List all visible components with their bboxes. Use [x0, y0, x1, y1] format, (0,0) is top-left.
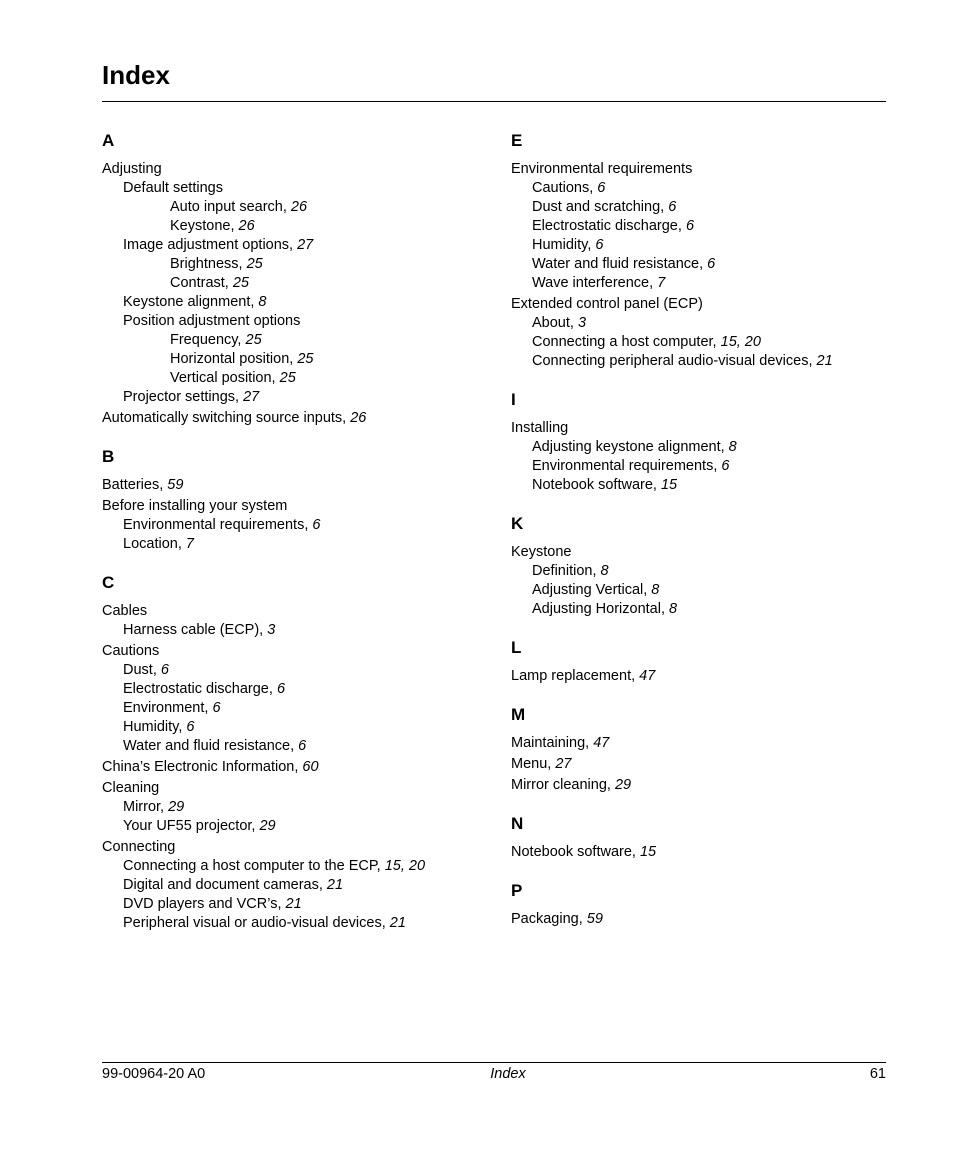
index-section-l — [511, 635, 886, 686]
index-entry-page-ref[interactable]: 6 — [685, 218, 695, 234]
index-entry — [511, 179, 886, 198]
index-entry-term: Batteries, — [102, 477, 168, 493]
index-entry — [102, 798, 502, 817]
index-entry-term: Brightness, — [170, 256, 247, 272]
index-entry — [511, 352, 886, 371]
index-entry — [102, 895, 502, 914]
index-entry-page-ref[interactable]: 21 — [389, 915, 406, 931]
index-entry-page-ref[interactable]: 15 — [639, 844, 657, 860]
index-entry — [102, 602, 502, 621]
index-entry — [511, 667, 886, 686]
index-entry — [511, 734, 886, 753]
index-entry — [102, 779, 502, 798]
index-entry-term: Extended control panel (ECP) — [511, 296, 703, 312]
index-entry-term: Before installing your system — [102, 498, 288, 514]
footer-page-number: 61 — [869, 1066, 886, 1082]
index-section-c — [102, 570, 502, 933]
index-entry-page-ref[interactable]: 7 — [657, 275, 666, 291]
index-entry-term: Default settings — [123, 180, 223, 196]
index-entry — [102, 497, 502, 516]
index-entry-term: Harness cable (ECP), — [123, 622, 268, 638]
index-entry — [102, 388, 502, 407]
index-entry-page-ref[interactable]: 8 — [600, 563, 609, 579]
index-column-left — [102, 128, 502, 949]
index-entry-term: Frequency, — [170, 332, 246, 348]
index-entry — [511, 476, 886, 495]
index-entry-page-ref[interactable]: 8 — [669, 601, 678, 617]
index-entry-page-ref[interactable]: 29 — [168, 799, 185, 815]
index-entry-term: Cables — [102, 603, 148, 619]
index-entry-page-ref[interactable]: 6 — [597, 180, 606, 196]
index-entry-term: Adjusting — [102, 161, 162, 177]
index-entry-term: Connecting — [102, 839, 176, 855]
index-entry-page-ref[interactable]: 27 — [297, 237, 314, 253]
index-entry-term: Wave interference, — [532, 275, 658, 291]
index-entry-term: Environment, — [123, 700, 213, 716]
index-entry-page-ref[interactable]: 6 — [276, 681, 286, 697]
index-entry — [102, 661, 502, 680]
index-entry — [511, 581, 886, 600]
index-entry-term: Connecting peripheral audio-visual devices, — [532, 353, 817, 369]
index-entry-term: Adjusting Vertical, — [532, 582, 652, 598]
index-entry-page-ref[interactable]: 26 — [238, 218, 255, 234]
index-entry-term: Humidity, — [123, 719, 187, 735]
index-entry — [102, 737, 502, 756]
index-entry-page-ref[interactable]: 8 — [651, 582, 660, 598]
index-section-b — [102, 444, 502, 554]
index-entry-term: Location, — [123, 536, 186, 552]
index-entry — [511, 600, 886, 619]
index-entry — [102, 535, 502, 554]
index-section-k — [511, 511, 886, 619]
index-entry-term: Position adjustment options — [123, 313, 301, 329]
index-entry — [102, 293, 502, 312]
index-entry — [102, 350, 502, 369]
index-entry — [102, 718, 502, 737]
index-entry-term: Your UF55 projector, — [123, 818, 260, 834]
index-entry-page-ref[interactable]: 29 — [614, 777, 632, 793]
index-entry-term: Environmental requirements, — [123, 517, 313, 533]
index-entry-term: Definition, — [532, 563, 601, 579]
section-letter: A — [102, 131, 115, 150]
index-entry — [511, 562, 886, 581]
index-entry-page-ref[interactable]: 6 — [707, 256, 716, 272]
index-entry-term: Cleaning — [102, 780, 160, 796]
index-entry-page-ref[interactable]: 25 — [232, 275, 249, 291]
index-entry-page-ref[interactable]: 21 — [816, 353, 833, 369]
index-entry-term: Auto input search, — [170, 199, 291, 215]
index-entry-page-ref[interactable]: 21 — [285, 896, 302, 912]
footer-section-name: Index — [490, 1066, 526, 1082]
index-entry-page-ref[interactable]: 47 — [593, 735, 610, 751]
index-entry-page-ref[interactable]: 6 — [298, 738, 307, 754]
index-entry-term: Water and fluid resistance, — [532, 256, 708, 272]
index-entry-term: Humidity, — [532, 237, 596, 253]
index-entry-page-ref[interactable]: 7 — [185, 536, 194, 552]
index-entry-term: Lamp replacement, — [511, 668, 640, 684]
index-entry-page-ref[interactable]: 15, 20 — [384, 858, 426, 874]
index-entry-term: Connecting a host computer, — [532, 334, 721, 350]
section-letter: N — [511, 814, 524, 833]
index-entry — [102, 331, 502, 350]
index-entry-page-ref[interactable]: 47 — [639, 668, 656, 684]
index-entry-term: Contrast, — [170, 275, 233, 291]
index-entry-term: Adjusting keystone alignment, — [532, 439, 729, 455]
index-entry-term: Installing — [511, 420, 569, 436]
index-entry-term: Maintaining, — [511, 735, 594, 751]
index-entry-term: Environmental requirements, — [532, 458, 722, 474]
index-entry-term: Horizontal position, — [170, 351, 298, 367]
index-entry-page-ref[interactable]: 26 — [350, 410, 367, 426]
index-entry-page-ref[interactable]: 26 — [290, 199, 308, 215]
index-entry-term: Vertical position, — [170, 370, 280, 386]
index-entry-page-ref[interactable]: 60 — [302, 759, 319, 775]
index-entry-page-ref[interactable]: 27 — [243, 389, 260, 405]
index-entry-page-ref[interactable]: 59 — [586, 911, 603, 927]
index-entry-term: Digital and document cameras, — [123, 877, 327, 893]
index-entry-page-ref[interactable]: 59 — [167, 477, 184, 493]
index-entry — [511, 274, 886, 293]
index-entry — [511, 236, 886, 255]
index-entry-term: Dust, — [123, 662, 161, 678]
index-entry-term: Keystone — [511, 544, 572, 560]
index-entry — [511, 217, 886, 236]
index-entry — [102, 516, 502, 535]
index-entry — [102, 817, 502, 836]
index-entry — [102, 621, 502, 640]
page-title: Index — [102, 60, 170, 90]
index-section-p — [511, 878, 886, 929]
index-entry-page-ref[interactable]: 6 — [212, 700, 221, 716]
index-entry-page-ref[interactable]: 25 — [245, 332, 262, 348]
index-section-m — [511, 702, 886, 795]
index-entry-term: Automatically switching source inputs, — [102, 410, 351, 426]
index-entry-page-ref[interactable]: 6 — [186, 719, 195, 735]
index-entry-term: Projector settings, — [123, 389, 244, 405]
section-letter: P — [511, 881, 523, 900]
section-letter: B — [102, 447, 115, 466]
index-entry — [511, 333, 886, 352]
index-entry — [102, 758, 502, 777]
index-entry — [102, 409, 502, 428]
index-entry-term: Adjusting Horizontal, — [532, 601, 670, 617]
index-entry — [102, 198, 502, 217]
index-entry — [102, 369, 502, 388]
index-entry-page-ref[interactable]: 3 — [267, 622, 276, 638]
index-entry-page-ref[interactable]: 21 — [326, 877, 344, 893]
index-entry — [511, 160, 886, 179]
index-entry — [102, 160, 502, 179]
index-entry-page-ref[interactable]: 25 — [279, 370, 296, 386]
index-entry — [511, 776, 886, 795]
index-entry — [102, 838, 502, 857]
index-entry-page-ref[interactable]: 8 — [258, 294, 267, 310]
index-entry-term: Keystone alignment, — [123, 294, 259, 310]
index-entry — [511, 295, 886, 314]
index-entry — [511, 755, 886, 774]
index-entry — [102, 312, 502, 331]
index-entry-page-ref[interactable]: 3 — [577, 315, 587, 331]
index-entry — [102, 217, 502, 236]
index-entry — [511, 457, 886, 476]
index-entry — [102, 255, 502, 274]
index-entry — [511, 419, 886, 438]
index-entry — [511, 543, 886, 562]
index-entry-term: Keystone, — [170, 218, 239, 234]
index-section-e — [511, 128, 886, 371]
index-entry-page-ref[interactable]: 25 — [246, 256, 263, 272]
index-entry-page-ref[interactable]: 6 — [312, 517, 321, 533]
index-entry — [102, 274, 502, 293]
index-entry-term: China’s Electronic Information, — [102, 759, 303, 775]
index-entry — [511, 438, 886, 457]
index-entry-term: Packaging, — [511, 911, 587, 927]
index-entry — [511, 255, 886, 274]
index-entry-term: Cautions — [102, 643, 160, 659]
index-entry-page-ref[interactable]: 6 — [160, 662, 169, 678]
index-entry-term: Cautions, — [532, 180, 598, 196]
index-entry-term: Menu, — [511, 756, 556, 772]
index-section-a — [102, 128, 502, 428]
index-entry — [511, 843, 886, 862]
index-entry-term: Environmental requirements — [511, 161, 693, 177]
index-entry-page-ref[interactable]: 27 — [555, 756, 572, 772]
index-entry — [511, 314, 886, 333]
section-letter: K — [511, 514, 524, 533]
section-letter: M — [511, 705, 526, 724]
index-entry — [102, 699, 502, 718]
index-entry-page-ref[interactable]: 6 — [721, 458, 730, 474]
index-entry-term: Electrostatic discharge, — [532, 218, 686, 234]
index-entry-term: Peripheral visual or audio-visual devices, — [123, 915, 390, 931]
index-entry — [102, 642, 502, 661]
index-entry-term: Mirror cleaning, — [511, 777, 615, 793]
title-divider — [102, 101, 886, 102]
footer-divider — [102, 1062, 886, 1063]
index-entry — [102, 236, 502, 255]
section-letter: E — [511, 131, 523, 150]
index-entry-term: Image adjustment options, — [123, 237, 298, 253]
section-letter: C — [102, 573, 115, 592]
index-entry-page-ref[interactable]: 15 — [660, 477, 678, 493]
index-entry-term: Connecting a host computer to the ECP, — [123, 858, 385, 874]
index-entry-page-ref[interactable]: 6 — [668, 199, 677, 215]
index-entry-term: Dust and scratching, — [532, 199, 669, 215]
index-entry-term: Notebook software, — [511, 844, 640, 860]
index-entry-page-ref[interactable]: 15, 20 — [720, 334, 761, 350]
index-entry-page-ref[interactable]: 8 — [728, 439, 737, 455]
index-section-i — [511, 387, 886, 495]
index-entry-term: DVD players and VCR’s, — [123, 896, 286, 912]
index-entry — [102, 857, 502, 876]
index-entry — [102, 680, 502, 699]
section-letter: I — [511, 390, 516, 409]
index-entry — [511, 198, 886, 217]
index-entry — [102, 179, 502, 198]
index-entry — [511, 910, 886, 929]
index-column-right — [511, 128, 886, 945]
index-entry-page-ref[interactable]: 25 — [297, 351, 314, 367]
index-entry-term: Mirror, — [123, 799, 169, 815]
index-entry — [102, 914, 502, 933]
index-entry — [102, 476, 502, 495]
section-letter: L — [511, 638, 522, 657]
footer-document-number: 99-00964-20 A0 — [102, 1066, 206, 1082]
index-entry-term: Notebook software, — [532, 477, 661, 493]
index-entry — [102, 876, 502, 895]
index-entry-page-ref[interactable]: 6 — [595, 237, 604, 253]
index-section-n — [511, 811, 886, 862]
index-entry-term: Water and fluid resistance, — [123, 738, 299, 754]
index-entry-page-ref[interactable]: 29 — [259, 818, 276, 834]
index-entry-term: About, — [532, 315, 578, 331]
index-entry-term: Electrostatic discharge, — [123, 681, 277, 697]
